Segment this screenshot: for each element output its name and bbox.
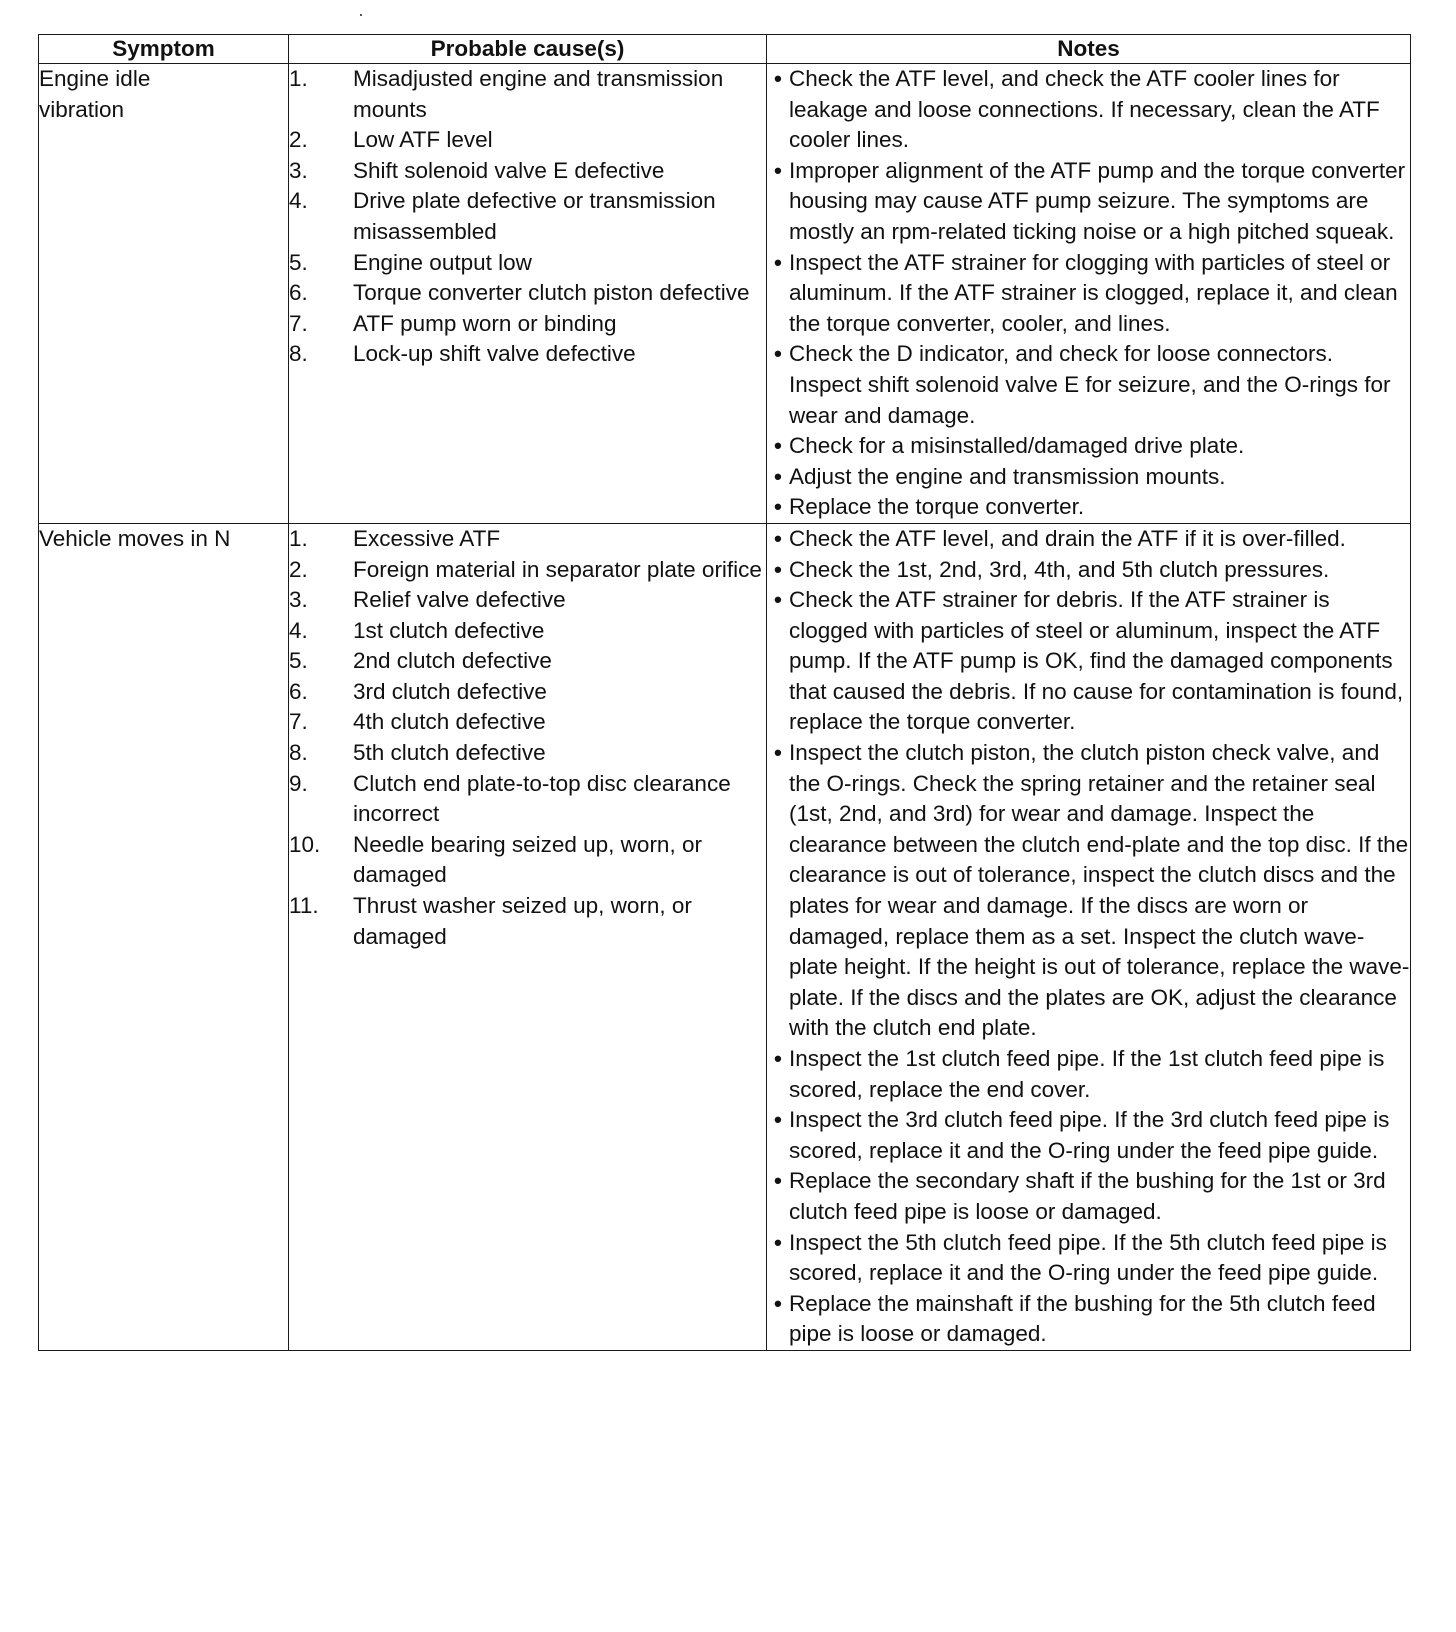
list-item — [767, 1166, 1410, 1227]
cause-number: 8. — [289, 341, 308, 367]
list-item — [289, 248, 766, 279]
cause-text: Excessive ATF — [353, 525, 501, 551]
cause-text: Low ATF level — [353, 127, 493, 153]
bullet-icon: • — [774, 66, 782, 91]
symptom-cell — [39, 523, 289, 1350]
list-item — [289, 524, 766, 555]
list-item — [767, 1044, 1410, 1105]
note-text: Replace the mainshaft if the bushing for the 5th clutch feed pipe is loose or damaged. — [789, 1290, 1376, 1347]
cause-number: 7. — [289, 310, 308, 336]
cause-text: Shift solenoid valve E defective — [353, 157, 665, 183]
list-item — [767, 738, 1410, 1044]
list-item — [289, 707, 766, 738]
list-item — [767, 1105, 1410, 1166]
list-item — [289, 891, 766, 952]
note-list — [767, 64, 1410, 523]
list-item — [289, 646, 766, 677]
cause-number: 5. — [289, 648, 308, 674]
bullet-icon: • — [774, 1107, 782, 1133]
header-notes: Notes — [767, 35, 1411, 64]
cause-text: Drive plate defective or transmission misassembled — [353, 188, 716, 244]
bullet-icon: • — [774, 494, 782, 520]
table-row — [39, 523, 1411, 1350]
cause-number: 2. — [289, 556, 308, 582]
cause-list — [289, 524, 766, 952]
list-item — [289, 830, 766, 891]
cause-text: Clutch end plate-to-top disc clearance incorrect — [353, 770, 731, 827]
cause-text: Thrust washer seized up, worn, or damaged — [353, 893, 692, 949]
list-item — [289, 339, 766, 370]
note-text: Inspect the 1st clutch feed pipe. If the 1st clutch feed pipe is scored, replace the end cover. — [789, 1046, 1385, 1102]
list-item — [289, 738, 766, 769]
bullet-icon: • — [774, 740, 782, 766]
note-text: Check for a misinstalled/damaged drive plate. — [789, 433, 1245, 459]
cause-number: 3. — [289, 587, 308, 613]
note-text: Inspect the 5th clutch feed pipe. If the 5th clutch feed pipe is scored, replace it and the O-ring under the feed pipe guide. — [789, 1229, 1387, 1286]
symptom-cell — [39, 64, 289, 524]
list-item — [289, 585, 766, 616]
bullet-icon: • — [774, 525, 782, 551]
troubleshooting-table — [38, 34, 1411, 1351]
causes-cell — [289, 64, 767, 524]
list-item — [289, 64, 766, 125]
list-item — [767, 339, 1410, 431]
list-item — [767, 585, 1410, 738]
note-text: Check the ATF strainer for debris. If the ATF strainer is clogged with particles of steel or aluminum, inspect the ATF pump. If the ATF pump is OK, find the damaged components that caused the debris. If no cause for contamination is found, replace the torque converter. — [789, 587, 1404, 735]
list-item — [767, 1228, 1410, 1289]
list-item — [289, 555, 766, 586]
cause-number: 10. — [289, 831, 321, 857]
note-text: Check the ATF level, and drain the ATF if it is over-filled. — [789, 525, 1346, 551]
cause-number: 7. — [289, 709, 308, 735]
list-item — [767, 156, 1410, 248]
list-item — [767, 524, 1410, 555]
cause-number: 4. — [289, 188, 308, 214]
note-text: Replace the torque converter. — [789, 494, 1085, 520]
bullet-icon: • — [774, 463, 782, 489]
cause-number: 9. — [289, 770, 308, 796]
notes-cell — [767, 523, 1411, 1350]
list-item — [767, 431, 1410, 462]
note-text: Check the ATF level, and check the ATF cooler lines for leakage and loose connections. If necessary, clean the ATF cooler lines. — [789, 66, 1380, 153]
bullet-icon: • — [774, 433, 782, 459]
cause-number: 3. — [289, 157, 308, 183]
cause-text: 1st clutch defective — [353, 617, 545, 643]
note-list — [767, 524, 1410, 1350]
note-text: Inspect the 3rd clutch feed pipe. If the 3rd clutch feed pipe is scored, replace it and the O-ring under the feed pipe guide. — [789, 1107, 1390, 1163]
cause-number: 8. — [289, 740, 308, 766]
header-row — [39, 35, 1411, 64]
bullet-icon: • — [774, 556, 782, 582]
list-item — [289, 125, 766, 156]
list-item — [767, 1289, 1410, 1350]
cause-text: Relief valve defective — [353, 587, 566, 613]
list-item — [767, 248, 1410, 340]
bullet-icon: • — [774, 341, 782, 367]
cause-text: 5th clutch defective — [353, 740, 546, 766]
list-item — [289, 309, 766, 340]
list-item — [289, 186, 766, 247]
bullet-icon: • — [774, 1046, 782, 1071]
note-text: Replace the secondary shaft if the bushing for the 1st or 3rd clutch feed pipe is loose or damaged. — [789, 1168, 1386, 1224]
notes-cell — [767, 64, 1411, 524]
symptom-text: Vehicle moves in N — [39, 525, 231, 551]
cause-text: 3rd clutch defective — [353, 678, 547, 704]
cause-text: 2nd clutch defective — [353, 648, 552, 674]
note-text: Inspect the ATF strainer for clogging with particles of steel or aluminum. If the ATF strainer is clogged, replace it, and clean the torque converter, cooler, and lines. — [789, 249, 1398, 336]
list-item — [767, 555, 1410, 586]
cause-list — [289, 64, 766, 370]
list-item — [767, 64, 1410, 156]
list-item — [289, 616, 766, 647]
note-text: Check the 1st, 2nd, 3rd, 4th, and 5th clutch pressures. — [789, 556, 1330, 582]
cause-text: 4th clutch defective — [353, 709, 546, 735]
note-text: Inspect the clutch piston, the clutch piston check valve, and the O-rings. Check the spring retainer and the retainer seal (1st, 2nd, and 3rd) for wear and damage. Inspect the clearance between the clutch end-plate and the top disc. If the clearance is out of tolerance, inspect the clutch discs and the plates for wear and damage. If the discs are worn or damaged, replace them as a set. Inspect the clutch wave-plate height. If the height is out of tolerance, replace the wave-plate. If the discs and the plates are OK, adjust the clearance with the clutch end plate. — [789, 740, 1410, 1041]
cause-number: 1. — [289, 66, 308, 91]
cause-text: Foreign material in separator plate orifice — [353, 556, 762, 582]
bullet-icon: • — [774, 1290, 782, 1316]
cause-text: Engine output low — [353, 249, 532, 275]
cause-number: 4. — [289, 617, 308, 643]
list-item — [289, 278, 766, 309]
bullet-icon: • — [774, 249, 782, 275]
bullet-icon: • — [774, 157, 782, 183]
cause-number: 6. — [289, 280, 308, 306]
scan-dot — [360, 14, 362, 16]
header-symptom: Symptom — [39, 35, 289, 64]
cause-number: 6. — [289, 678, 308, 704]
list-item — [767, 462, 1410, 493]
note-text: Check the D indicator, and check for loose connectors. Inspect shift solenoid valve E for seizure, and the O-rings for wear and damage. — [789, 341, 1391, 428]
bullet-icon: • — [774, 1168, 782, 1194]
cause-number: 2. — [289, 127, 308, 153]
bullet-icon: • — [774, 587, 782, 613]
header-probable-causes: Probable cause(s) — [289, 35, 767, 64]
note-text: Improper alignment of the ATF pump and the torque converter housing may cause ATF pump seizure. The symptoms are mostly an rpm-related ticking noise or a high pitched squeak. — [789, 157, 1406, 244]
causes-cell — [289, 523, 767, 1350]
cause-text: ATF pump worn or binding — [353, 310, 617, 336]
table-row — [39, 64, 1411, 524]
bullet-icon: • — [774, 1229, 782, 1255]
cause-text: Lock-up shift valve defective — [353, 341, 636, 367]
cause-number: 5. — [289, 249, 308, 275]
list-item — [289, 769, 766, 830]
symptom-text: Engine idle vibration — [39, 66, 151, 122]
list-item — [289, 677, 766, 708]
cause-text: Torque converter clutch piston defective — [353, 280, 750, 306]
list-item — [289, 156, 766, 187]
cause-text: Misadjusted engine and transmission mounts — [353, 66, 724, 122]
list-item — [767, 492, 1410, 523]
cause-number: 1. — [289, 525, 308, 551]
cause-number: 11. — [289, 893, 319, 919]
cause-text: Needle bearing seized up, worn, or damaged — [353, 831, 702, 888]
note-text: Adjust the engine and transmission mounts. — [789, 463, 1226, 489]
